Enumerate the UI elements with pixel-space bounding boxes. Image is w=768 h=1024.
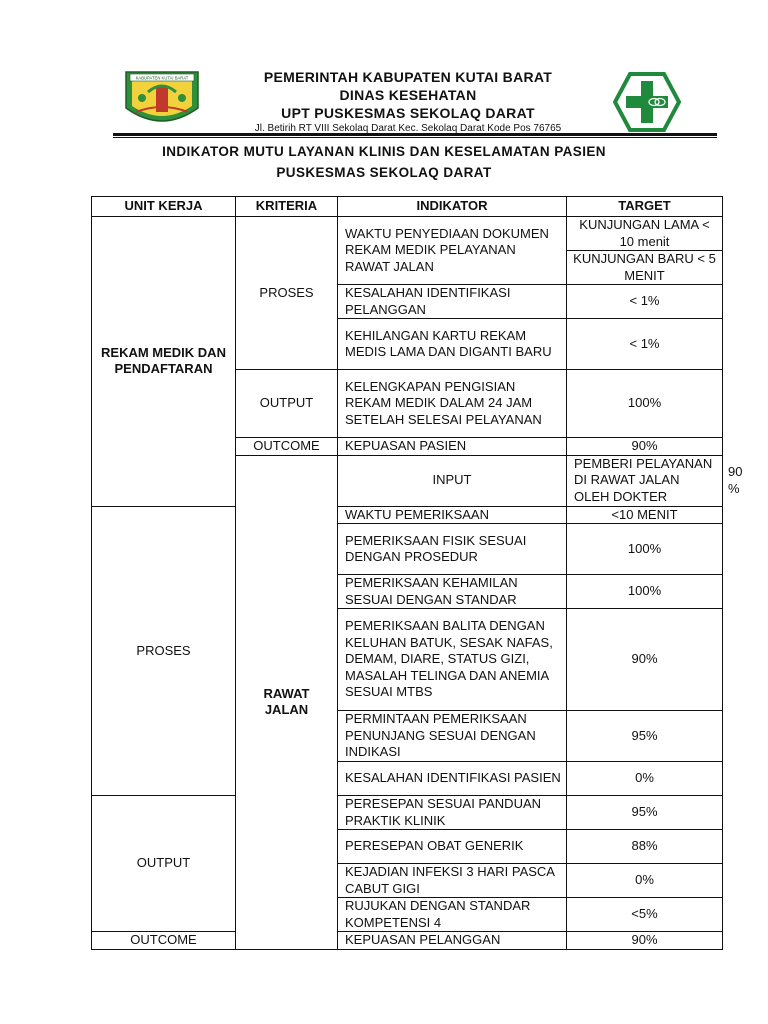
indikator-cell: KELENGKAPAN PENGISIAN REKAM MEDIK DALAM 24 JAM SETELAH SELESAI PELAYANAN (338, 370, 567, 438)
target-cell: 90% (567, 609, 723, 711)
target-cell: < 1% (567, 319, 723, 370)
target-cell: 0% (567, 762, 723, 796)
indikator-cell: PEMBERI PELAYANAN DI RAWAT JALAN OLEH DOKTER (567, 455, 723, 506)
letterhead-rule-thick (113, 133, 717, 136)
table-row: RAWAT JALAN INPUT PEMBERI PELAYANAN DI RAWAT JALAN OLEH DOKTER 90 % (92, 455, 723, 506)
table-row (92, 217, 723, 251)
indikator-cell: PERESEPAN SESUAI PANDUAN PRAKTIK KLINIK (338, 796, 567, 830)
indikator-cell: WAKTU PENYEDIAAN DOKUMEN REKAM MEDIK PELAYANAN RAWAT JALAN (338, 217, 567, 285)
indikator-cell: PEMERIKSAAN KEHAMILAN SESUAI DENGAN STANDAR (338, 575, 567, 609)
target-cell: 100% (567, 370, 723, 438)
kriteria-cell: OUTPUT (92, 796, 236, 932)
title-line-1: INDIKATOR MUTU LAYANAN KLINIS DAN KESELAMATAN PASIEN (162, 144, 606, 159)
target-cell: 90% (567, 932, 723, 950)
kriteria-cell: PROSES (236, 217, 338, 370)
indikator-cell: PEMERIKSAAN FISIK SESUAI DENGAN PROSEDUR (338, 524, 567, 575)
letterhead-address: Jl. Betirih RT VIII Sekolaq Darat Kec. Sekolaq Darat Kode Pos 76765 (254, 123, 562, 134)
letterhead-line-3: UPT PUSKESMAS SEKOLAQ DARAT (281, 105, 535, 121)
indikator-cell: PEMERIKSAAN BALITA DENGAN KELUHAN BATUK, SESAK NAFAS, DEMAM, DIARE, STATUS GIZI, MASALAH TELINGA DAN ANEMIA SESUAI MTBS (338, 609, 567, 711)
letterhead-text (200, 68, 616, 136)
target-cell: <5% (567, 898, 723, 932)
target-cell: <10 MENIT (567, 506, 723, 524)
indicator-table (91, 196, 743, 950)
kriteria-cell: OUTCOME (92, 932, 236, 950)
target-cell: 0% (567, 864, 723, 898)
puskesmas-logo-icon (613, 72, 681, 132)
table-row (92, 932, 723, 950)
kriteria-cell: OUTPUT (236, 370, 338, 438)
column-header-unit: UNIT KERJA (92, 197, 236, 217)
emblem-label: KABUPATEN KUTAI BARAT (135, 75, 189, 81)
indikator-cell: WAKTU PEMERIKSAAN (338, 506, 567, 524)
target-cell: KUNJUNGAN LAMA < 10 menit (567, 217, 723, 251)
kriteria-cell: PROSES (92, 506, 236, 796)
letterhead (0, 0, 768, 140)
column-header-indikator: INDIKATOR (338, 197, 567, 217)
target-cell: 95% (567, 796, 723, 830)
indikator-cell: KEPUASAN PELANGGAN (338, 932, 567, 950)
target-cell: 88% (567, 830, 723, 864)
unit-cell: RAWAT JALAN (236, 455, 338, 949)
table-row (92, 796, 723, 830)
target-cell: 100% (567, 575, 723, 609)
letterhead-line-1: PEMERINTAH KABUPATEN KUTAI BARAT (263, 69, 553, 85)
title-line-2: PUSKESMAS SEKOLAQ DARAT (276, 165, 492, 180)
indikator-cell: KEJADIAN INFEKSI 3 HARI PASCA CABUT GIGI (338, 864, 567, 898)
kutai-barat-emblem-icon (122, 68, 202, 130)
indikator-cell: KESALAHAN IDENTIFIKASI PELANGGAN (338, 285, 567, 319)
document-title (100, 141, 668, 183)
column-header-kriteria: KRITERIA (236, 197, 338, 217)
kriteria-cell: OUTCOME (236, 438, 338, 456)
letterhead-rule-thin (113, 137, 717, 138)
letterhead-line-2: DINAS KESEHATAN (339, 87, 477, 103)
indikator-cell: KESALAHAN IDENTIFIKASI PASIEN (338, 762, 567, 796)
target-cell: 90% (567, 438, 723, 456)
unit-cell: REKAM MEDIK DAN PENDAFTARAN (92, 217, 236, 507)
target-cell: 100% (567, 524, 723, 575)
target-cell: < 1% (567, 285, 723, 319)
target-cell: 95% (567, 711, 723, 762)
column-header-target: TARGET (567, 197, 723, 217)
table-header-row (92, 197, 723, 217)
indikator-cell: RUJUKAN DENGAN STANDAR KOMPETENSI 4 (338, 898, 567, 932)
indikator-cell: KEPUASAN PASIEN (338, 438, 567, 456)
kriteria-cell: INPUT (338, 455, 567, 506)
indikator-cell: PERMINTAAN PEMERIKSAAN PENUNJANG SESUAI DENGAN INDIKASI (338, 711, 567, 762)
target-cell: KUNJUNGAN BARU < 5 MENIT (567, 251, 723, 285)
table-row (92, 506, 723, 524)
indikator-cell: PERESEPAN OBAT GENERIK (338, 830, 567, 864)
indikator-cell: KEHILANGAN KARTU REKAM MEDIS LAMA DAN DIGANTI BARU (338, 319, 567, 370)
